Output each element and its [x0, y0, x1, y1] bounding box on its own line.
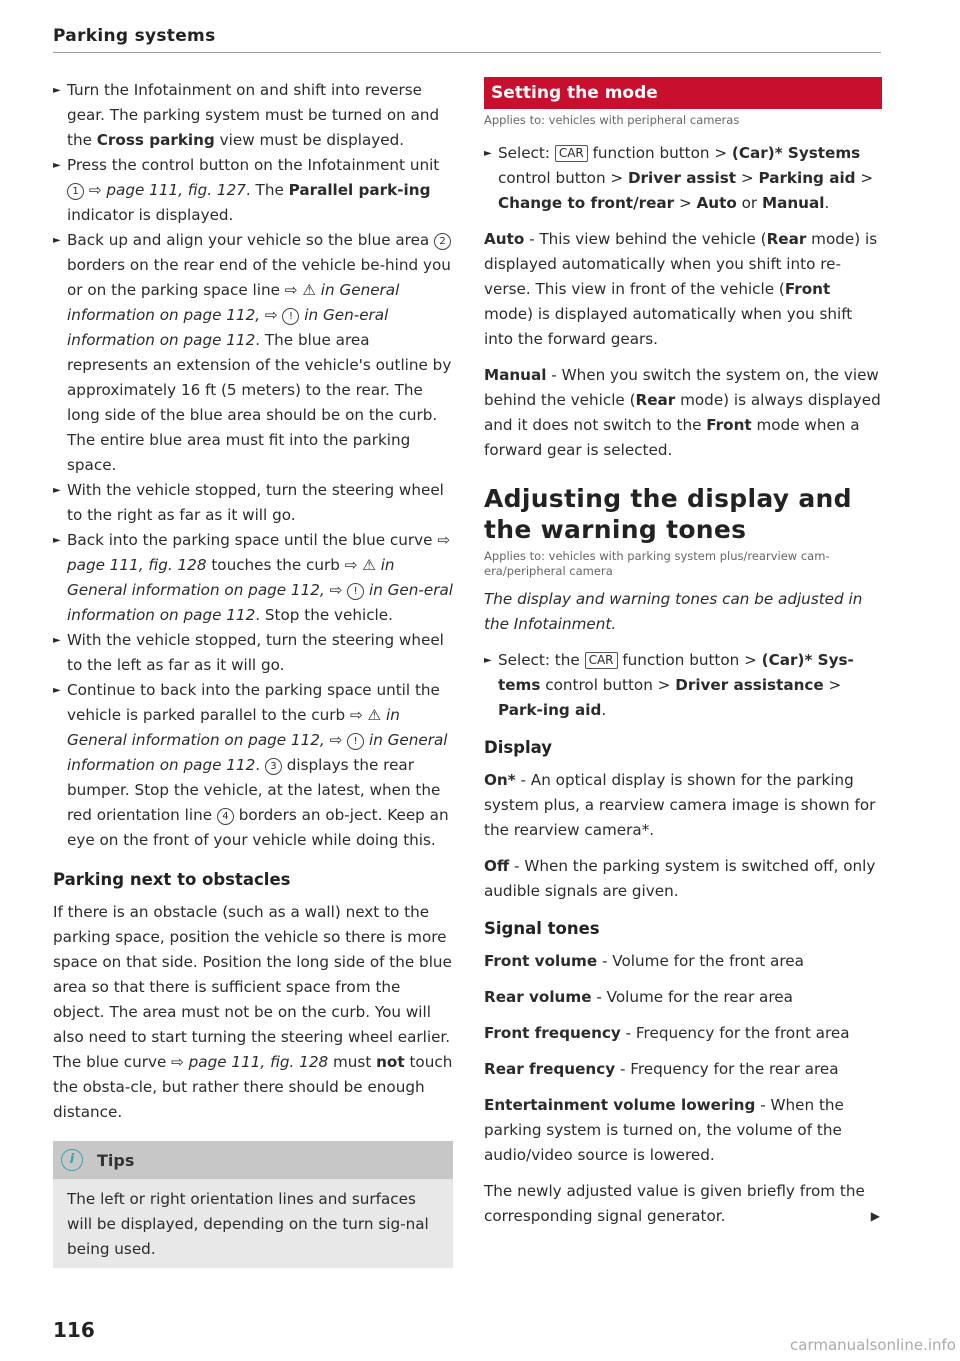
bullet-arrow-icon: ►	[53, 485, 61, 496]
obstacles-paragraph: If there is an obstacle (such as a wall) next to the parking space, position the vehicle so there is more space on that side. Position the long side of the blue area so that there is sufficient space from the object. The area must not be on the curb. You will also need to start turning the steering wheel earlier. The blue curve ⇨ page 111, fig. 128 must not touch the obsta-cle, but rather there should be enough distance.	[53, 903, 453, 1121]
tips-header	[53, 1141, 453, 1179]
callout-4-icon: 4	[217, 808, 234, 825]
list-item: ► With the vehicle stopped, turn the steering wheel to the right as far as it will go.	[53, 478, 453, 528]
rear-frequency-item: Rear frequency - Frequency for the rear area	[484, 1060, 839, 1078]
car-button-label: CAR	[585, 652, 618, 669]
continue-arrow-icon: ▶	[870, 1209, 880, 1223]
list-item: ► Press the control button on the Infotainment unit 1 ⇨ page 111, fig. 127. The Parallel park-ing indicator is displayed.	[53, 153, 453, 228]
notice-reference-link[interactable]: in Gen-eral information on page 112	[67, 581, 453, 624]
list-item: ► Back into the parking space until the blue curve ⇨ page 111, fig. 128 touches the curb ⇨ ⚠ in General information on page 112, ⇨ ! in Gen-eral information on page 112. Stop the vehicle.	[53, 528, 453, 628]
right-column	[484, 77, 882, 1229]
warning-reference-link[interactable]: in General information on page 112,	[67, 706, 400, 749]
list-item: ► With the vehicle stopped, turn the steering wheel to the left as far as it will go.	[53, 628, 453, 678]
closing-paragraph: The newly adjusted value is given briefly from the corresponding signal generator. ▶	[484, 1179, 882, 1229]
tips-title: Tips	[97, 1150, 135, 1170]
front-volume-item: Front volume - Volume for the front area	[484, 952, 804, 970]
tips-text: The left or right orientation lines and surfaces will be displayed, depending on the turn sig-nal being used.	[67, 1190, 429, 1258]
page-number: 116	[53, 1318, 95, 1342]
warning-reference-link[interactable]: in General information on page 112,	[67, 281, 400, 324]
notice-icon: !	[282, 308, 299, 325]
notice-reference-link[interactable]: in General information on page 112	[67, 731, 448, 774]
callout-2-icon: 2	[434, 233, 451, 250]
page-reference-link[interactable]: page 111, fig. 128	[188, 1053, 329, 1071]
list-item: ► Select: CAR function button > (Car)* Systems control button > Driver assist > Parking aid > Change to front/rear > Auto or Manual.	[484, 141, 882, 216]
bullet-arrow-icon: ►	[53, 535, 61, 546]
car-button-label: CAR	[555, 145, 588, 162]
callout-3-icon: 3	[265, 758, 282, 775]
watermark: carmanualsonline.info	[790, 1336, 956, 1354]
on-paragraph: On* - An optical display is shown for the parking system plus, a rearview camera image is shown for the rearview camera*.	[484, 771, 876, 839]
list-item: ► Back up and align your vehicle so the blue area 2 borders on the rear end of the vehicle be-hind you or on the parking space line ⇨ ⚠ in General information on page 112, ⇨ ! in Gen-eral information on page 112. The blue area represents an extension of the vehicle's outline by approximately 16 ft (5 meters) to the rear. The long side of the blue area should be on the curb. The entire blue area must fit into the parking space.	[53, 228, 453, 478]
off-paragraph: Off - When the parking system is switched off, only audible signals are given.	[484, 857, 876, 900]
notice-icon: !	[347, 583, 364, 600]
list-item: ► Select: the CAR function button > (Car)* Sys-tems control button > Driver assistance > Park-ing aid.	[484, 648, 882, 723]
bullet-arrow-icon: ►	[53, 685, 61, 696]
intro-paragraph: The display and warning tones can be adjusted in the Infotainment.	[484, 590, 863, 633]
page-header-title: Parking systems	[53, 26, 216, 46]
bullet-arrow-icon: ►	[53, 85, 61, 96]
manual-paragraph: Manual - When you switch the system on, the view behind the vehicle (Rear mode) is always displayed and it does not switch to the Front mode when a forward gear is selected.	[484, 366, 881, 459]
notice-reference-link[interactable]: in Gen-eral information on page 112	[67, 306, 389, 349]
info-icon: i	[61, 1149, 83, 1171]
header-divider	[53, 52, 881, 53]
list-item: ► Continue to back into the parking space until the vehicle is parked parallel to the curb ⇨ ⚠ in General information on page 112, ⇨ ! in General information on page 112. 3 displays the rear bumper. Stop the vehicle, at the latest, when the red orientation line 4 borders an ob-ject. Keep an eye on the front of your vehicle while doing this.	[53, 678, 453, 853]
callout-1-icon: 1	[67, 183, 84, 200]
applies-to-note: Applies to: vehicles with peripheral cameras	[484, 113, 740, 127]
left-column	[53, 78, 453, 1268]
auto-paragraph: Auto - This view behind the vehicle (Rear mode) is displayed automatically when you shift into re-verse. This view in front of the vehicle (Front mode) is displayed automatically when you shift into the forward gears.	[484, 230, 878, 348]
bullet-arrow-icon: ►	[53, 160, 61, 171]
setting-mode-heading: Setting the mode	[484, 77, 882, 109]
bullet-arrow-icon: ►	[53, 235, 61, 246]
front-frequency-item: Front frequency - Frequency for the front area	[484, 1024, 850, 1042]
page-reference-link[interactable]: page 111, fig. 127	[106, 181, 246, 199]
bullet-arrow-icon: ►	[484, 148, 492, 159]
tips-box	[53, 1141, 453, 1268]
bullet-arrow-icon: ►	[484, 655, 492, 666]
obstacles-heading: Parking next to obstacles	[53, 870, 291, 889]
list-item: ► Turn the Infotainment on and shift into reverse gear. The parking system must be turned on and the Cross parking view must be displayed.	[53, 78, 453, 153]
rear-volume-item: Rear volume - Volume for the rear area	[484, 988, 793, 1006]
bullet-arrow-icon: ►	[53, 635, 61, 646]
warning-reference-link[interactable]: in General information on page 112,	[67, 556, 395, 599]
signal-tones-heading: Signal tones	[484, 919, 600, 938]
entertainment-volume-item: Entertainment volume lowering - When the parking system is turned on, the volume of the audio/video source is lowered.	[484, 1096, 844, 1164]
page-reference-link[interactable]: page 111, fig. 128	[67, 556, 207, 574]
adjusting-display-heading: Adjusting the display and the warning tones	[484, 484, 852, 544]
display-heading: Display	[484, 738, 553, 757]
notice-icon: !	[347, 733, 364, 750]
applies-to-note: Applies to: vehicles with parking system plus/rearview cam-era/peripheral camera	[484, 549, 830, 578]
